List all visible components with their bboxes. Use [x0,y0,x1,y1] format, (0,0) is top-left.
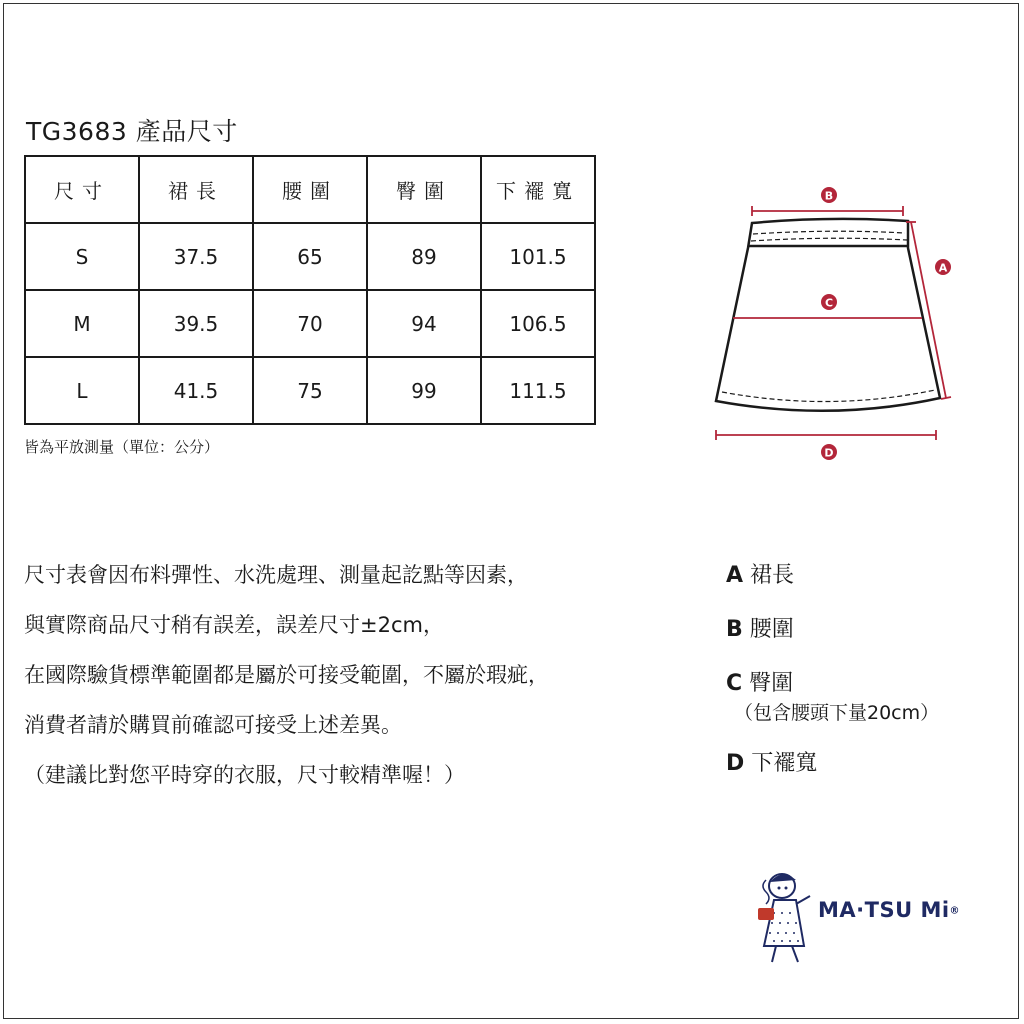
disclaimer-line: 消費者請於購買前確認可接受上述差異。 [24,713,402,737]
table-cell: 99 [367,357,481,424]
legend-letter: A [726,563,744,588]
header-skirt-length: 裙長 [139,156,253,223]
measurement-note: 皆為平放測量（單位：公分） [24,438,220,456]
header-size: 尺寸 [25,156,139,223]
table-row [25,223,595,290]
measurement-legend [726,558,939,800]
legend-label: 腰圍 [749,617,794,642]
table-cell: 101.5 [481,223,595,290]
table-header-row [25,156,595,223]
measure-tick [941,397,951,399]
table-cell: M [25,290,139,357]
table-row [25,357,595,424]
legend-item-d [726,746,939,800]
legend-item-c-note: （包含腰頭下量20cm） [734,702,940,724]
table-cell: 89 [367,223,481,290]
disclaimer-line: 與實際商品尺寸稍有誤差，誤差尺寸±2cm， [24,613,444,637]
disclaimer-paragraph [24,558,704,808]
skirt-diagram [700,180,970,470]
registered-mark: ® [949,905,961,917]
size-table [24,155,596,425]
disclaimer-line: 在國際驗貨標準範圍都是屬於可接受範圍，不屬於瑕疵， [24,663,549,687]
brand-wordmark: MA·TSU Mi [818,898,950,922]
marker-c-label: C [824,296,834,310]
legend-label: 裙長 [750,563,795,588]
header-hip: 臀圍 [367,156,481,223]
header-waist: 腰圍 [253,156,367,223]
marker-a-label: A [938,261,948,275]
waistband-stitch-bottom [751,238,907,241]
disclaimer-line: 尺寸表會因布料彈性、水洗處理、測量起訖點等因素， [24,563,528,587]
legend-letter: C [726,671,743,696]
table-cell: 111.5 [481,357,595,424]
table-cell: 75 [253,357,367,424]
table-cell: 70 [253,290,367,357]
legend-letter: D [726,751,745,776]
brand-name [818,898,960,922]
page-title: TG3683 產品尺寸 [26,117,238,146]
table-cell: 65 [253,223,367,290]
waistband-stitch-top [753,231,905,234]
table-row [25,290,595,357]
header-hem-width: 下襬寬 [481,156,595,223]
measure-line-a [911,222,946,398]
table-cell: 106.5 [481,290,595,357]
legend-label: 下襬寬 [751,751,818,776]
table-cell: L [25,357,139,424]
marker-b-label: B [824,189,834,203]
table-cell: 94 [367,290,481,357]
skirt-outline [716,219,940,411]
legend-item-a [726,558,939,612]
disclaimer-line: （建議比對您平時穿的衣服，尺寸較精準喔！） [24,763,465,787]
table-cell: 41.5 [139,357,253,424]
marker-d-label: D [824,446,834,460]
hem-stitch [722,390,935,402]
table-cell: 39.5 [139,290,253,357]
table-cell: S [25,223,139,290]
legend-letter: B [726,617,743,642]
brand-logo-icon [752,868,818,968]
table-cell: 37.5 [139,223,253,290]
legend-item-b [726,612,939,666]
legend-label: 臀圍 [749,671,794,696]
